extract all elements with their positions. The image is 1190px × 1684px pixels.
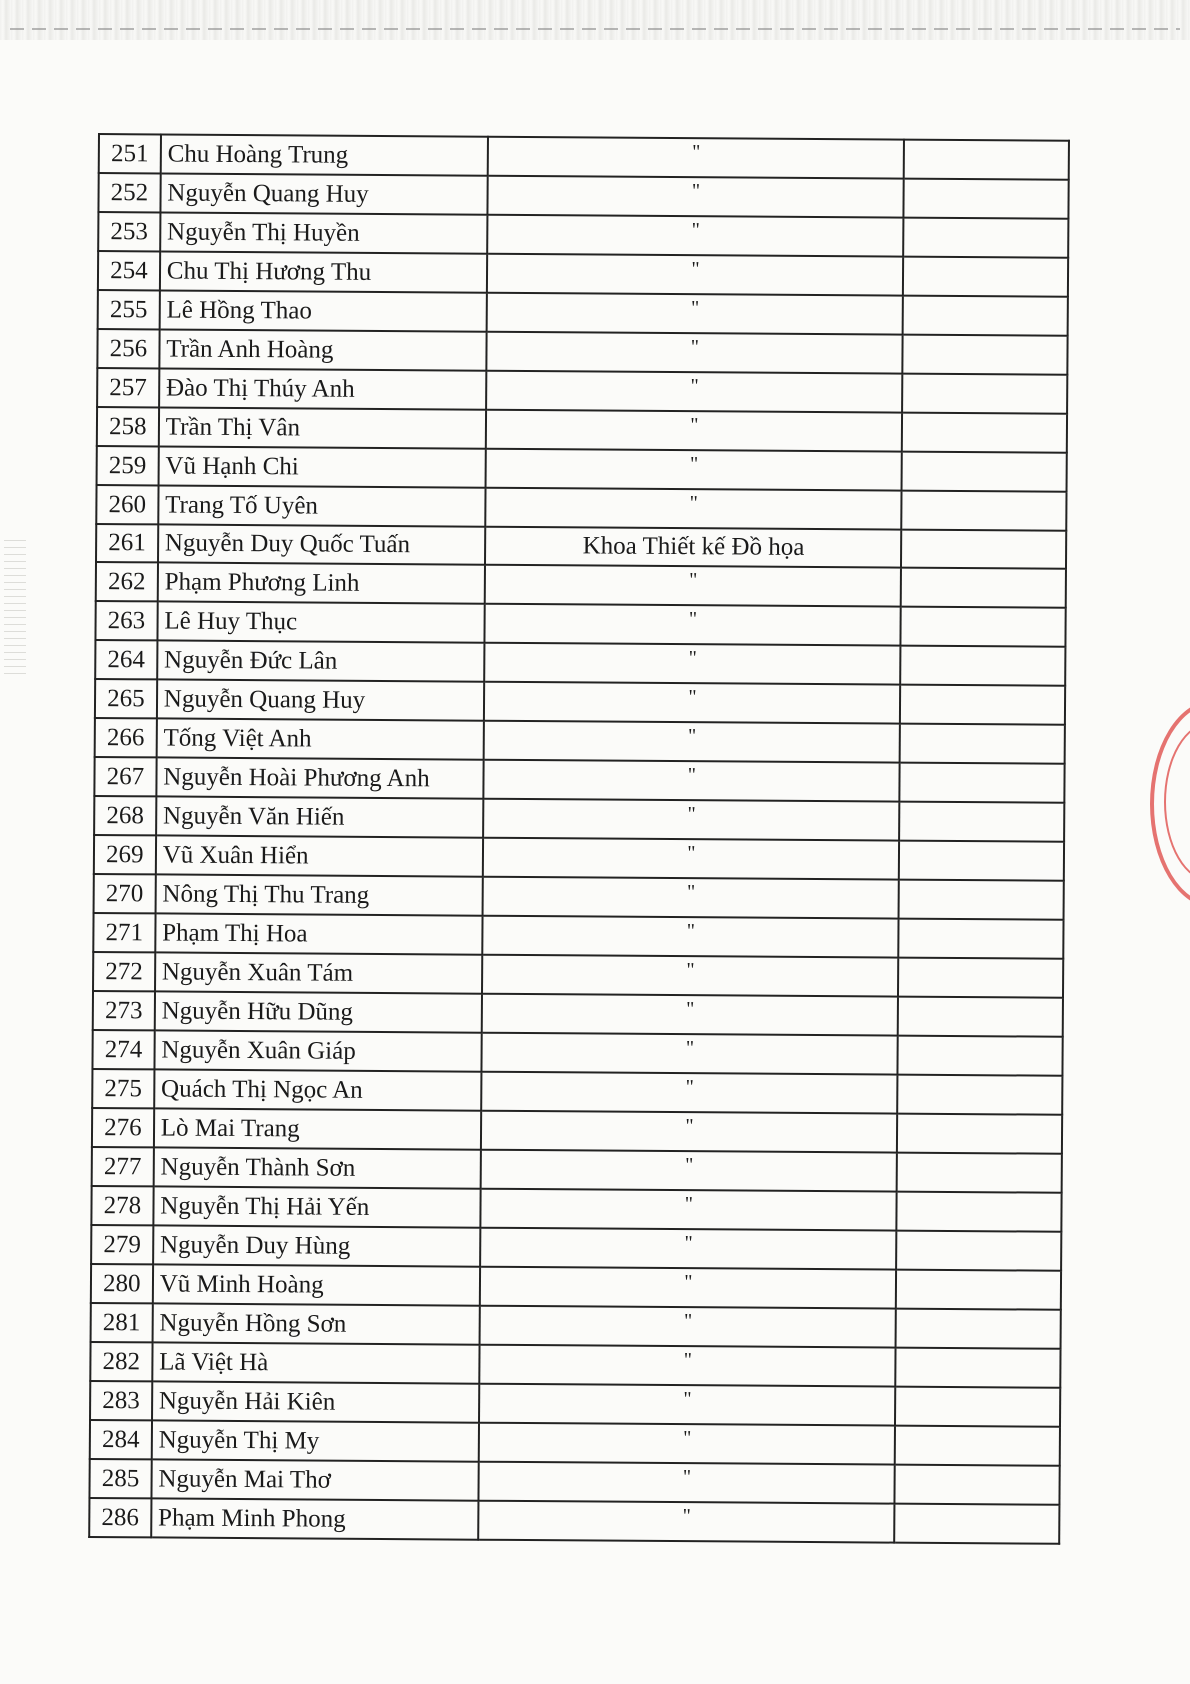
row-number-text: 285: [101, 1464, 140, 1492]
note-cell: [904, 218, 1069, 258]
note-cell: [900, 685, 1065, 725]
person-name-text: Tống Việt Anh: [163, 723, 312, 753]
person-name: [160, 251, 488, 292]
note-cell: [900, 724, 1065, 764]
person-name-text: Vũ Hạnh Chi: [165, 451, 299, 480]
row-number-text: 284: [101, 1425, 140, 1453]
unit-cell: [478, 1501, 894, 1543]
note-cell: [898, 1075, 1063, 1115]
row-number: [92, 1108, 154, 1147]
unit-cell-text: ": [691, 258, 700, 281]
roster-table: [88, 133, 1070, 1545]
row-number-text: 273: [104, 996, 143, 1024]
row-number-text: 254: [110, 256, 148, 284]
person-name: [152, 1381, 480, 1422]
person-name-text: Trang Tố Uyên: [165, 490, 319, 520]
row-number-text: 280: [103, 1269, 141, 1297]
unit-cell-text: ": [687, 803, 696, 826]
row-number: [92, 1069, 154, 1108]
row-number: [95, 679, 157, 718]
unit-cell: [484, 760, 900, 802]
note-cell: [896, 1270, 1061, 1310]
table-row: [98, 251, 1068, 297]
unit-cell: [485, 565, 901, 607]
table-row: [98, 173, 1068, 219]
row-number: [95, 718, 157, 757]
row-number: [98, 290, 160, 329]
row-number-text: 281: [102, 1308, 141, 1336]
person-name: [153, 1264, 481, 1305]
unit-cell-text: ": [689, 492, 698, 515]
person-name-text: Phạm Minh Phong: [158, 1503, 346, 1533]
unit-cell: [486, 371, 902, 413]
table-row: [97, 446, 1067, 492]
table-row: [98, 212, 1068, 258]
person-name-text: Vũ Minh Hoàng: [159, 1269, 324, 1299]
table-row: [94, 874, 1064, 920]
unit-cell: [483, 877, 899, 919]
unit-cell-text: ": [688, 647, 697, 670]
person-name: [158, 562, 486, 603]
unit-cell: [479, 1384, 895, 1426]
row-number: [90, 1420, 152, 1459]
person-name: [156, 835, 484, 876]
row-number-text: 270: [105, 879, 144, 907]
unit-cell-text: ": [686, 881, 696, 904]
person-name: [156, 757, 484, 798]
row-number-text: 251: [110, 139, 149, 167]
person-name-text: Nguyễn Duy Hùng: [159, 1230, 351, 1260]
row-number-text: 265: [107, 684, 145, 712]
person-name-text: Nguyễn Thị My: [158, 1425, 320, 1455]
note-cell: [895, 1465, 1060, 1505]
unit-cell: [482, 994, 898, 1036]
table-row: [95, 601, 1065, 647]
person-name: [154, 1069, 482, 1110]
unit-cell-text: ": [685, 1154, 694, 1177]
table-row: [92, 1147, 1062, 1193]
row-number-text: 264: [107, 645, 146, 673]
row-number-text: 275: [104, 1074, 143, 1102]
row-number: [99, 134, 161, 173]
row-number-text: 255: [109, 295, 148, 323]
note-cell: [901, 607, 1066, 647]
row-number: [89, 1459, 151, 1498]
table-row: [96, 562, 1066, 608]
table-row: [91, 1303, 1061, 1349]
person-name: [152, 1303, 480, 1344]
unit-cell: [482, 955, 898, 997]
note-cell: [895, 1387, 1060, 1427]
row-number-text: 277: [103, 1152, 142, 1180]
row-number-text: 261: [108, 529, 146, 557]
unit-cell: [480, 1306, 896, 1348]
unit-cell: [479, 1462, 895, 1504]
unit-cell: [483, 916, 899, 958]
table-row: [93, 991, 1063, 1037]
row-number: [96, 524, 158, 562]
table-row: [97, 407, 1067, 453]
roster-body: [89, 134, 1069, 1544]
person-name: [157, 640, 485, 681]
unit-cell-text: ": [691, 180, 701, 203]
note-cell: [900, 802, 1065, 842]
row-number: [93, 952, 155, 991]
person-name-text: Đào Thị Thúy Anh: [165, 373, 355, 403]
person-name: [160, 212, 488, 253]
unit-cell-text: ": [685, 1115, 694, 1138]
person-name-text: Nguyễn Hồng Sơn: [159, 1308, 347, 1338]
unit-cell-text: ": [688, 686, 697, 709]
unit-cell-text: ": [691, 219, 700, 242]
person-name: [155, 952, 483, 993]
unit-cell: [486, 449, 902, 491]
row-number: [95, 640, 157, 679]
row-number: [92, 1147, 154, 1186]
person-name-text: Nguyễn Quang Huy: [163, 684, 366, 714]
person-name: [154, 1030, 482, 1071]
unit-cell-text: ": [683, 1388, 692, 1411]
note-cell: [899, 880, 1064, 920]
unit-cell: [482, 1033, 898, 1075]
row-number: [93, 991, 155, 1030]
unit-cell: [480, 1345, 896, 1387]
person-name: [157, 601, 485, 642]
person-name: [156, 718, 484, 759]
table-row: [90, 1420, 1060, 1466]
person-name: [155, 991, 483, 1032]
note-cell: [903, 374, 1068, 414]
note-cell: [903, 335, 1068, 375]
row-number-text: 267: [106, 762, 145, 790]
row-number: [97, 368, 159, 407]
table-row: [91, 1186, 1061, 1232]
row-number: [89, 1498, 151, 1537]
person-name-text: Trần Anh Hoàng: [166, 334, 334, 364]
person-name: [153, 1186, 481, 1227]
unit-cell-text: ": [691, 297, 700, 320]
row-number-text: 256: [109, 334, 148, 362]
person-name-text: Nguyễn Thị Huyền: [167, 217, 360, 247]
row-number: [91, 1264, 153, 1303]
unit-cell-text: ": [684, 1271, 693, 1294]
person-name: [151, 1498, 479, 1539]
person-name: [158, 485, 486, 526]
table-row: [89, 1498, 1059, 1544]
row-number-text: 253: [110, 217, 149, 245]
note-cell: [903, 257, 1068, 297]
unit-cell-text: ": [683, 1427, 692, 1450]
unit-cell: [484, 721, 900, 763]
row-number: [96, 485, 158, 524]
row-number-text: 257: [109, 373, 147, 401]
row-number: [94, 874, 156, 913]
unit-cell: [488, 137, 904, 179]
row-number: [94, 835, 156, 874]
person-name-text: Chu Hoàng Trung: [167, 139, 349, 169]
row-number-text: 272: [105, 957, 143, 985]
row-number-text: 279: [103, 1230, 141, 1258]
table-row: [92, 1069, 1062, 1115]
unit-cell: [484, 643, 900, 685]
table-row: [94, 835, 1064, 881]
person-name-text: Lê Hồng Thao: [166, 295, 312, 324]
person-name-text: Vũ Xuân Hiển: [162, 840, 309, 869]
note-cell: [903, 296, 1068, 336]
unit-cell: [485, 604, 901, 646]
person-name: [152, 1420, 480, 1461]
row-number: [95, 601, 157, 640]
row-number-text: 283: [102, 1386, 140, 1414]
person-name: [160, 173, 488, 214]
row-number-text: 266: [106, 723, 145, 751]
row-number: [94, 796, 156, 835]
note-cell: [900, 763, 1065, 803]
unit-cell-text: ": [688, 725, 697, 748]
unit-cell: [488, 176, 904, 218]
table-row: [92, 1030, 1062, 1076]
unit-cell: [481, 1072, 897, 1114]
person-name-text: Phạm Thị Hoa: [162, 918, 308, 947]
note-cell: [898, 1036, 1063, 1076]
unit-cell-text: ": [682, 1505, 691, 1528]
row-number-text: 274: [104, 1035, 143, 1063]
margin-marks: [4, 540, 26, 680]
row-number: [97, 407, 159, 446]
unit-cell-text: ": [689, 453, 699, 476]
scan-top-edge: [0, 0, 1190, 40]
row-number: [91, 1225, 153, 1264]
unit-cell-text: ": [686, 959, 695, 982]
person-name: [155, 874, 483, 915]
person-name-text: Nguyễn Văn Hiến: [162, 801, 345, 831]
row-number-text: 276: [104, 1113, 142, 1141]
person-name-text: Phạm Phương Linh: [164, 567, 360, 597]
row-number-text: 258: [109, 412, 147, 440]
table-row: [94, 757, 1064, 803]
row-number: [92, 1030, 154, 1069]
person-name: [158, 524, 486, 564]
note-cell: [899, 919, 1064, 959]
row-number: [96, 562, 158, 601]
row-number-text: 278: [103, 1191, 142, 1219]
note-cell: [897, 1114, 1062, 1154]
unit-cell-text: ": [688, 608, 698, 631]
unit-cell: [481, 1189, 897, 1231]
person-name-text: Lã Việt Hà: [159, 1347, 269, 1376]
note-cell: [904, 140, 1069, 180]
table-row: [92, 1108, 1062, 1154]
row-number: [91, 1303, 153, 1342]
note-cell: [904, 179, 1069, 219]
note-cell: [895, 1426, 1060, 1466]
person-name-text: Nông Thị Thu Trang: [162, 879, 370, 909]
unit-cell: [486, 410, 902, 452]
unit-cell: [479, 1423, 895, 1465]
unit-cell-text: ": [687, 764, 697, 787]
person-name-text: Nguyễn Hoài Phương Anh: [163, 762, 430, 792]
unit-cell-text: ": [686, 920, 695, 943]
note-cell: [899, 841, 1064, 881]
person-name: [151, 1459, 479, 1500]
person-name: [156, 796, 484, 837]
unit-cell-text: ": [685, 1037, 695, 1060]
person-name-text: Nguyễn Hải Kiên: [158, 1386, 336, 1416]
person-name: [152, 1342, 480, 1383]
table-row: [91, 1225, 1061, 1271]
unit-cell: [486, 488, 902, 530]
row-number-text: 268: [106, 801, 144, 829]
person-name: [159, 329, 487, 370]
unit-cell-text: Khoa Thiết kế Đồ họa: [582, 532, 805, 561]
unit-cell: [487, 293, 903, 335]
note-cell: [897, 1192, 1062, 1232]
person-name-text: Nguyễn Quang Huy: [167, 178, 369, 208]
person-name: [161, 134, 489, 175]
row-number-text: 262: [107, 567, 146, 595]
unit-cell: [487, 215, 903, 257]
unit-cell-text: ": [686, 998, 695, 1021]
table-row: [95, 718, 1065, 764]
person-name-text: Nguyễn Xuân Tám: [161, 957, 354, 987]
row-number: [91, 1186, 153, 1225]
person-name-text: Nguyễn Đức Lân: [164, 645, 338, 675]
person-name: [158, 446, 486, 487]
unit-cell: [483, 799, 899, 841]
person-name-text: Nguyễn Duy Quốc Tuấn: [164, 529, 411, 559]
table-row: [96, 485, 1066, 531]
person-name: [159, 368, 487, 409]
table-row: [93, 913, 1063, 959]
unit-cell: [485, 527, 901, 568]
row-number: [98, 173, 160, 212]
row-number-text: 282: [102, 1347, 141, 1375]
row-number: [94, 757, 156, 796]
unit-cell: [484, 682, 900, 724]
unit-cell-text: ": [684, 1193, 694, 1216]
row-number: [93, 913, 155, 952]
table-row: [99, 134, 1069, 180]
person-name-text: Quách Thị Ngọc An: [161, 1074, 363, 1104]
person-name-text: Trần Thị Vân: [165, 412, 301, 441]
table-row: [91, 1264, 1061, 1310]
row-number: [97, 446, 159, 485]
person-name: [159, 290, 487, 331]
row-number: [90, 1342, 152, 1381]
person-name-text: Nguyễn Hữu Dũng: [161, 996, 354, 1026]
person-name: [155, 913, 483, 954]
unit-cell-text: ": [682, 1466, 692, 1489]
person-name-text: Nguyễn Thị Hải Yến: [160, 1191, 370, 1221]
person-name-text: Nguyễn Mai Thơ: [158, 1464, 331, 1494]
row-number-text: 286: [101, 1503, 140, 1531]
note-cell: [898, 997, 1063, 1037]
row-number-text: 259: [108, 451, 147, 479]
unit-cell-text: ": [690, 414, 699, 437]
table-row: [97, 368, 1067, 414]
person-name: [157, 679, 485, 720]
note-cell: [902, 491, 1067, 531]
note-cell: [901, 530, 1066, 569]
unit-cell-text: ": [683, 1310, 693, 1333]
person-name-text: Nguyễn Thành Sơn: [160, 1152, 356, 1182]
note-cell: [898, 958, 1063, 998]
note-cell: [901, 646, 1066, 686]
row-number-text: 260: [108, 490, 147, 518]
row-number-text: 252: [110, 178, 149, 206]
row-number: [98, 212, 160, 251]
person-name: [153, 1147, 481, 1188]
unit-cell-text: ": [685, 1076, 694, 1099]
table-row: [90, 1342, 1060, 1388]
note-cell: [902, 413, 1067, 453]
scan-top-line: [10, 28, 1180, 30]
note-cell: [895, 1504, 1060, 1544]
unit-cell: [480, 1228, 896, 1270]
table-row: [95, 640, 1065, 686]
table-row: [98, 290, 1068, 336]
unit-cell: [481, 1150, 897, 1192]
row-number: [90, 1381, 152, 1420]
note-cell: [897, 1153, 1062, 1193]
note-cell: [897, 1231, 1062, 1271]
row-number-text: 263: [107, 606, 146, 634]
person-name-text: Lê Huy Thục: [164, 606, 298, 635]
note-cell: [896, 1348, 1061, 1388]
unit-cell: [483, 838, 899, 880]
person-name-text: Chu Thị Hương Thu: [166, 256, 372, 286]
note-cell: [902, 452, 1067, 492]
table-row: [94, 796, 1064, 842]
person-name: [154, 1108, 482, 1149]
person-name: [153, 1225, 481, 1266]
table-row: [97, 329, 1067, 375]
table-row: [89, 1459, 1059, 1505]
person-name-text: Lò Mai Trang: [160, 1113, 300, 1142]
unit-cell-text: ": [684, 1232, 693, 1255]
row-number-text: 271: [105, 918, 144, 946]
unit-cell: [487, 332, 903, 374]
unit-cell: [481, 1111, 897, 1153]
unit-cell: [480, 1267, 896, 1309]
row-number-text: 269: [106, 840, 144, 868]
red-stamp-fragment: [1150, 700, 1190, 908]
unit-cell-text: ": [692, 141, 701, 164]
person-name: [159, 407, 487, 448]
note-cell: [896, 1309, 1061, 1349]
table-row: [93, 952, 1063, 998]
unit-cell-text: ": [687, 842, 696, 865]
unit-cell-text: ": [683, 1349, 692, 1372]
unit-cell-text: ": [690, 336, 700, 359]
unit-cell: [487, 254, 903, 296]
unit-cell-text: ": [689, 569, 698, 592]
row-number: [97, 329, 159, 368]
unit-cell-text: ": [690, 375, 699, 398]
table-row: [95, 679, 1065, 725]
note-cell: [901, 568, 1066, 608]
row-number: [98, 251, 160, 290]
table-row: [90, 1381, 1060, 1427]
person-name-text: Nguyễn Xuân Giáp: [161, 1035, 356, 1065]
